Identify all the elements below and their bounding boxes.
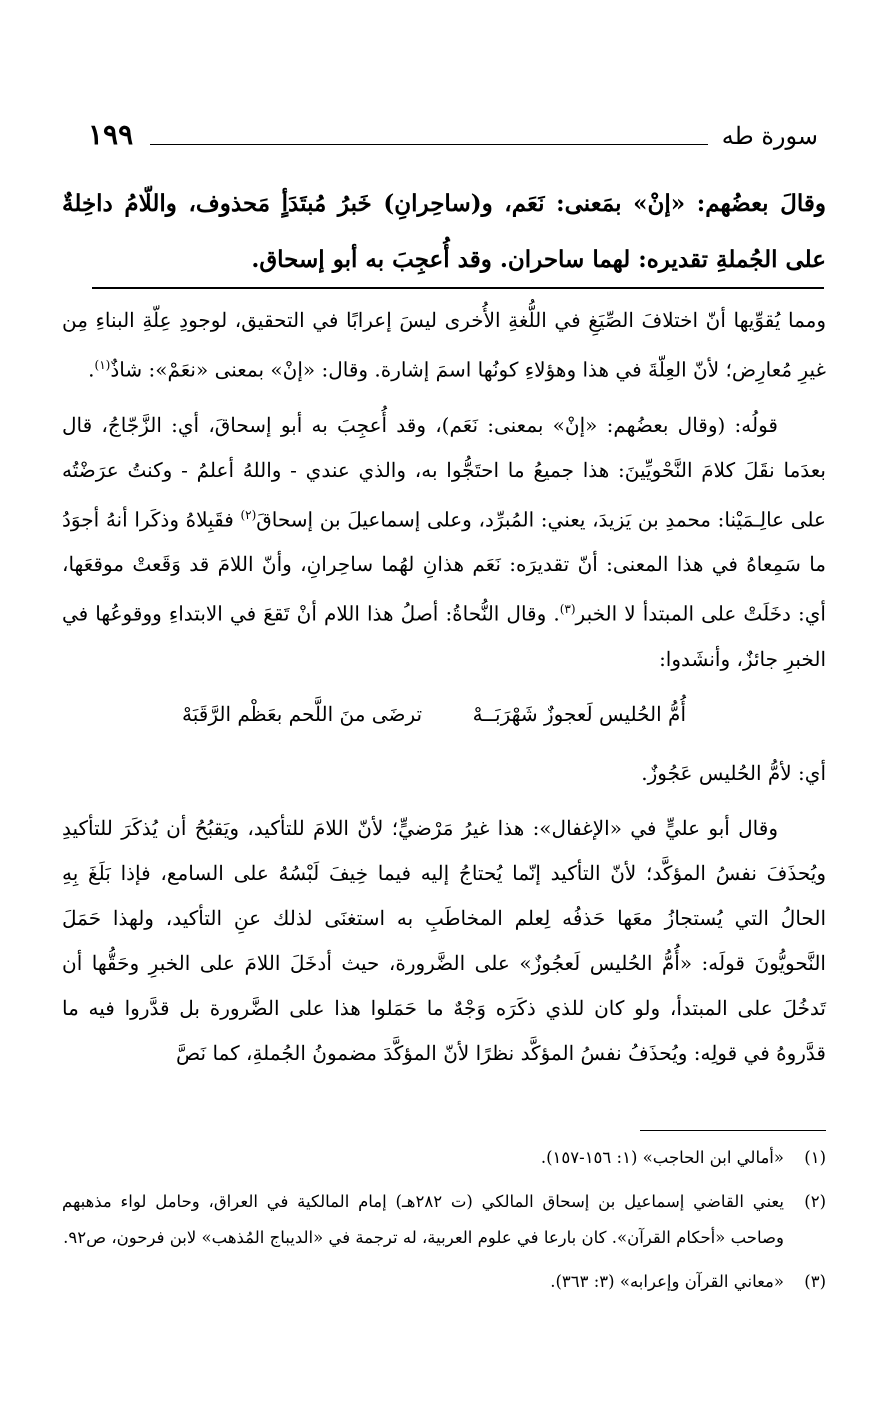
footnote-item (62, 1140, 826, 1176)
paragraph-2-text-b: فقَبِلاهُ وذكَرا أنهُ أجوَدُ ما سَمِعاهُ في هذا المعنى: أنّ تقديرَه: نَعَم هذانِ لهُما ساحِرانِ، وأنّ اللامَ قد وَقَعتْ موقعَها، أي: دخَلَتْ على المبتدأ لا الخبر (62, 507, 826, 626)
paragraph-1-end: . (88, 357, 95, 382)
paragraph-2-text-c: . وقال النُّحاةُ: أصلُ هذا اللام أنْ تَقعَ في الابتداءِ ووقوعُها في الخبرِ جائزٌ، وأنشَدوا: (62, 601, 826, 671)
poem-hemistich-2: ترضَى منَ اللَّحم بعَظْم الرَّقَبَهْ (182, 701, 423, 726)
footnote-text: «معاني القرآن وإعرابه» (٣: ٣٦٣). (550, 1272, 784, 1291)
matn-separator (92, 287, 824, 289)
poem-hemistich-1: أُمُّ الحُليس لَعجوزٌ شَهْرَبَــهْ (472, 701, 686, 726)
footnotes (62, 1140, 826, 1308)
paragraph-2 (62, 403, 826, 682)
paragraph-1-text: ومما يُقوِّيها أنّ اختلافَ الصِّيَغِ في اللُّغةِ الأُخرى ليسَ إعرابًا في التحقيق، لوجودِ عِلّةِ البناءِ مِن غيرِ مُعارِض؛ لأنّ العِلّةَ في هذا وهؤلاءِ كونُها اسمَ إشارة. وقال: «إنْ» بمعنى «نعَمْ»: شاذٌ (62, 308, 826, 382)
commentary-body (62, 298, 826, 1086)
paragraph-4: وقال أبو عليٍّ في «الإغفال»: هذا غيرُ مَرْضيٍّ؛ لأنّ اللامَ للتأكيد، ويَقبُحُ أن يُذكَرَ للتأكيدِ ويُحذَفَ نفسُ المؤكَّد؛ لأنّ التأكيد إنّما يُحتاجُ إليه فيما خِيفَ لَبْسُهُ على السامع، فإذا بَلَغَ بِهِ الحالُ التي يُستجازُ معَها حَذفُه لِعلم المخاطَبِ به استغنَى لذلك عنِ التأكيد، ولهذا حَمَلَ النَّحويُّونَ قولَه: «أُمُّ الحُليس لَعجُوزٌ» على الضَّرورة، حيث أدخَلَ اللامَ على الخبرِ وحَقُّها أن تَدخُلَ على المبتدأ، ولو كان للذي ذكَرَه وَجْهٌ ما حَمَلوا هذا على الضَّرورة بل قدَّروا فيه ما قدَّروهُ في قولِه: ويُحذَفُ نفسُ المؤكَّد نظرًا لأنّ المؤكَّدَ مضمونُ الجُملةِ، كما نَصَّ (62, 815, 826, 1065)
page-header (88, 118, 818, 162)
footnote-text: يعني القاضي إسماعيل بن إسحاق المالكي (ت ٢٨٢هـ) إمام المالكية في العراق، وحامل لواء مذهبهم وصاحب «أحكام القرآن». كان بارعا في علوم العربية، له ترجمة في «الديباج المُذهب» لابن فرحون، ص٩٢. (62, 1192, 784, 1247)
footnote-item (62, 1264, 826, 1300)
footnote-ref: (٣) (559, 602, 576, 617)
paragraph-3: أي: لأمُّ الحُليس عَجُوزٌ. (641, 760, 826, 785)
footnote-item (62, 1184, 826, 1256)
footnote-ref: (١) (94, 358, 111, 372)
main-text-matn: وقالَ بعضُهم: «إنْ» بمَعنى: نَعَم، و(ساحِرانِ) خَبرُ مُبتَدَأٍ مَحذوف، واللّامُ داخِلةٌ على الجُملةِ تقديره: لهما ساحران. وقد أُعجِبَ به أبو إسحاق. (62, 190, 826, 273)
footnote-number: (٢) (804, 1192, 826, 1211)
footnote-text: «أمالي ابن الحاجب» (١: ١٥٦-١٥٧). (540, 1148, 784, 1167)
footnote-number: (٣) (804, 1272, 826, 1291)
footnote-number: (١) (804, 1148, 826, 1167)
poem-verse (62, 692, 826, 737)
page-number: ١٩٩ (88, 118, 134, 151)
paragraph-2-text-a: قولُه: (وقال بعضُهم: «إنْ» بمعنى: نَعَم)، وقد أُعجِبَ به أبو إسحاقَ، أي: الزَّجّاجُ، قال بعدَما نقَلَ كلامَ النَّحْويِّينَ: هذا جميعُ ما احتَجُّوا به، والذي عندي - واللهُ أعلمُ - وكنتُ عرَضْتُه على عالِـمَيْنا: محمدِ بن يَزيدَ، يعني: المُبرِّد، وعلى إسماعيلَ بن إسحاقَ (62, 412, 826, 532)
paragraph-1 (62, 298, 826, 393)
surah-title: سورة طه (721, 122, 818, 150)
footnote-separator (640, 1130, 826, 1131)
header-rule (150, 144, 708, 145)
footnote-ref: (٢) (240, 507, 257, 522)
